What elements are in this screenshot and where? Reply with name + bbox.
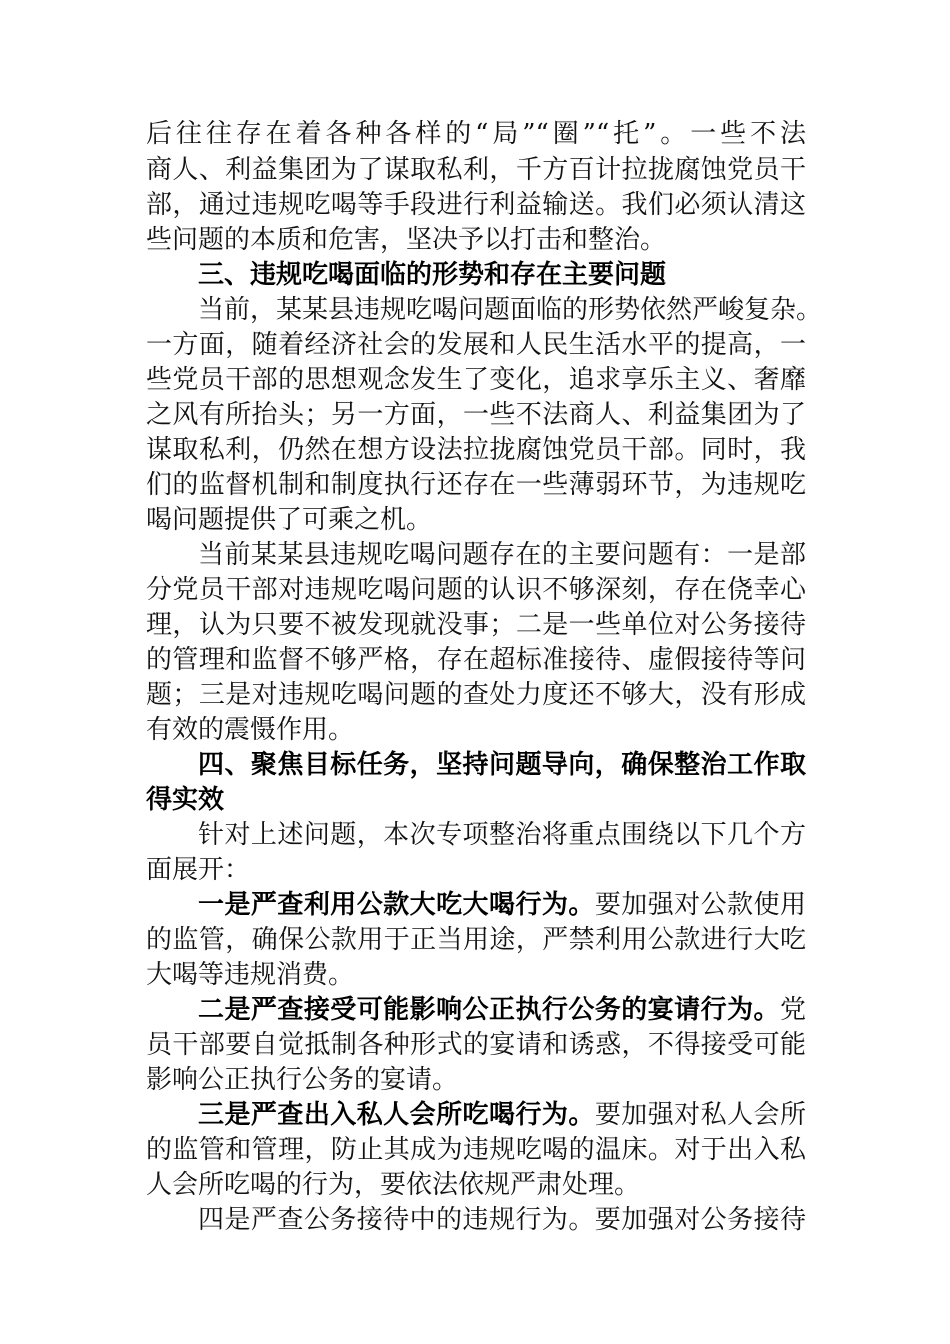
- section-heading-4: 四、聚焦目标任务，坚持问题导向，确保整治工作取: [198, 750, 806, 780]
- paragraph-line: 的管理和监督不够严格，存在超标准接待、虚假接待等问: [146, 645, 806, 675]
- paragraph-line: 当前某某县违规吃喝问题存在的主要问题有：一是部: [198, 540, 806, 570]
- section-heading-4-cont: 得实效: [146, 785, 225, 815]
- paragraph-line: 人会所吃喝的行为，要依法依规严肃处理。: [146, 1170, 641, 1200]
- paragraph-line: 喝问题提供了可乘之机。: [146, 505, 433, 535]
- paragraph-line: 有效的震慑作用。: [146, 715, 355, 745]
- paragraph-line: 之风有所抬头；另一方面，一些不法商人、利益集团为了: [146, 400, 806, 430]
- item-3-title: 三是严查出入私人会所吃喝行为。: [198, 1100, 595, 1130]
- paragraph-line: 的监管，确保公款用于正当用途，严禁利用公款进行大吃: [146, 925, 806, 955]
- item-2-text: 党: [779, 995, 806, 1025]
- item-1-line: [198, 888, 806, 922]
- paragraph-line: 大喝等违规消费。: [146, 960, 355, 990]
- paragraph-line: 们的监督机制和制度执行还存在一些薄弱环节，为违规吃: [146, 470, 806, 500]
- item-2-line: [198, 993, 806, 1027]
- paragraph-line: 员干部要自觉抵制各种形式的宴请和诱惑，不得接受可能: [146, 1030, 806, 1060]
- paragraph-line: 当前，某某县违规吃喝问题面临的形势依然严峻复杂。: [198, 295, 823, 325]
- paragraph-line: 谋取私利，仍然在想方设法拉拢腐蚀党员干部。同时，我: [146, 435, 806, 465]
- paragraph-line: 商人、利益集团为了谋取私利，千方百计拉拢腐蚀党员干: [146, 155, 806, 185]
- paragraph-line: 后往往存在着各种各样的“局”“圈”“托”。一些不法: [146, 119, 806, 149]
- paragraph-line: 些党员干部的思想观念发生了变化，追求享乐主义、奢靡: [146, 365, 806, 395]
- paragraph-line: 部，通过违规吃喝等手段进行利益输送。我们必须认清这: [146, 190, 806, 220]
- paragraph-line: 一方面，随着经济社会的发展和人民生活水平的提高，一: [146, 330, 806, 360]
- paragraph-line: 题；三是对违规吃喝问题的查处力度还不够大，没有形成: [146, 680, 806, 710]
- paragraph-line: 的监管和管理，防止其成为违规吃喝的温床。对于出入私: [146, 1135, 806, 1165]
- paragraph-line: 面展开：: [146, 855, 251, 885]
- paragraph-line: 理，认为只要不被发现就没事；二是一些单位对公务接待: [146, 610, 806, 640]
- paragraph-line: 分党员干部对违规吃喝问题的认识不够深刻，存在侥幸心: [146, 575, 806, 605]
- paragraph-line: 影响公正执行公务的宴请。: [146, 1065, 459, 1095]
- item-3-line: [198, 1098, 806, 1132]
- item-4-line: 四是严查公务接待中的违规行为。要加强对公务接待: [198, 1205, 806, 1235]
- section-heading-3: 三、违规吃喝面临的形势和存在主要问题: [198, 260, 667, 290]
- item-1-text: 要加强对公款使用: [594, 890, 806, 920]
- item-2-title: 二是严查接受可能影响公正执行公务的宴请行为。: [198, 995, 780, 1025]
- item-1-title: 一是严查利用公款大吃大喝行为。: [198, 890, 595, 920]
- paragraph-line: 些问题的本质和危害，坚决予以打击和整治。: [146, 225, 667, 255]
- item-3-text: 要加强对私人会所: [594, 1100, 806, 1130]
- paragraph-line: 针对上述问题，本次专项整治将重点围绕以下几个方: [198, 820, 806, 850]
